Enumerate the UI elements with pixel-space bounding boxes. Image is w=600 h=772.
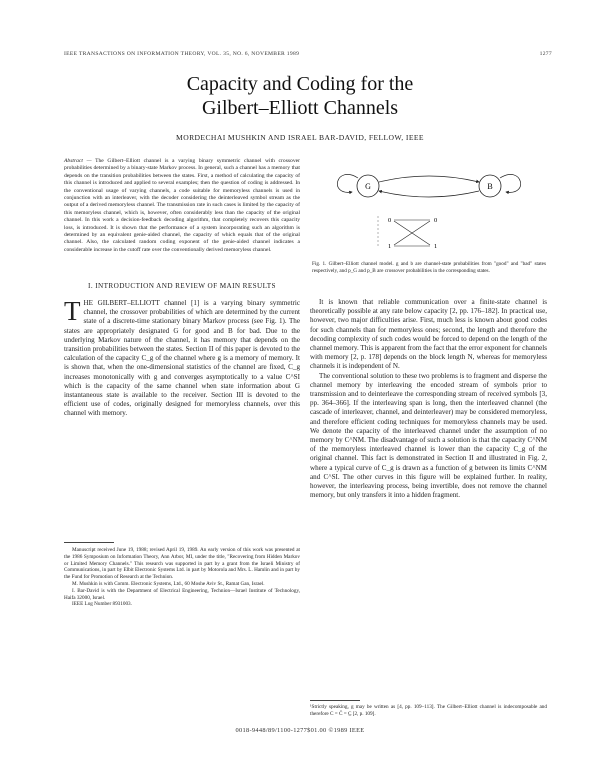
abstract-text: The Gilbert–Elliott channel is a varying binary symmetric channel with crossover probabilities determined by a binary-state Markov process. In general, such a channel has a memory that depends on the transition probabilities between the states. First, a method of calculating the capacity of this channel is introduced and applied to several examples; then the question of coding is addressed. In the conventional usage of varying channels, a code suitable for memoryless channels is used in conjunction with an interleaver, with the decoder considering the deinterleaved symbol stream as the output of a derived memoryless channel. The transmission rate in such cases is limited by the capacity of this memoryless channel, which is, however, often considerably less than the capacity of the original channel. In this work a decision-feedback decoding algorithm, that completely recovers this capacity loss, is introduced. It is shown that the performance of a system incorporating such an algorithm is determined by an equivalent genie-aided channel, the capacity of which equals that of the original channel. Also, the calculated random coding exponent of the genie-aided channel indicates a considerable increase in the cutoff rate over the conventionally derived memoryless channel. <box>64 158 300 253</box>
right-footnote: ¹Strictly speaking, g may be written as [4, pp. 109–113]. The Gilbert–Elliott channel is indecomposable and therefore C = C̄ = C̲ [2, p. 109]. <box>310 704 547 717</box>
footnote: I. Bar-David is with the Department of Electrical Engineering, Technion—Israel Institute of Technology, Haifa 32000, Israel. <box>64 587 300 601</box>
footnote: IEEE Log Number 8931003. <box>72 601 132 608</box>
title-line-1: Capacity and Coding for the <box>186 73 414 95</box>
output-0-label: 0 <box>434 217 438 224</box>
self-loop-g <box>337 174 358 192</box>
channel-model-figure <box>316 166 542 256</box>
copyright-footer: 0018-9448/89/1100-1277$01.00 ©1989 IEEE <box>235 727 365 734</box>
page-number: 1277 <box>539 51 552 57</box>
drop-cap: T <box>64 296 81 326</box>
section-heading: I. INTRODUCTION AND REVIEW OF MAIN RESULTS <box>88 282 276 290</box>
footnote-rule <box>310 700 360 701</box>
running-header <box>64 51 552 57</box>
transition-b-to-g <box>379 191 479 197</box>
right-column-text <box>310 298 547 500</box>
input-0-label: 0 <box>388 217 392 224</box>
footnote: Manuscript received June 19, 1988; revised April 19, 1989. An early version of this work was presented at the 1986 Symposium on Information Theory, Ann Arbor, MI, under the title, "Recovering from Hidden Markov or Limited Memory Channels." This research was supported in part by a grant from the Israeli Ministry of Communications, in part by Elbit Electronic Systems Ltd. in part by Motorola and Mrs. L. Hamlin and in part by the Fund for Promotion of Research at the Technion. <box>64 547 300 581</box>
state-g-label: G <box>365 182 371 191</box>
state-b-label: B <box>487 182 493 191</box>
figure-caption: Fig. 1. Gilbert–Elliott channel model. g and b are channel-state probabilities from "good" and "bad" states respectively, and p_G and p_B are crossover probabilities in the corresponding states. <box>312 261 546 274</box>
intro-paragraph <box>64 296 300 419</box>
paragraph: It is known that reliable communication over a finite-state channel is theoretically possible at any rate below capacity [2, pp. 176–182]. In practical use, however, two major difficulties arise. First, much less is known about good codes for such channels than for memoryless ones; second, the length and therefore the decoding complexity of such codes would be forced to depend on the length of the channel memory. This is apparent from the fact that the error exponent for channels with memory [2, p. 178] depends on the block length N, whereas for memoryless channels it is independent of N. <box>310 298 547 371</box>
footnotes <box>64 547 300 608</box>
abstract <box>64 158 300 254</box>
transition-g-to-b <box>379 176 479 182</box>
journal-name: IEEE TRANSACTIONS ON INFORMATION THEORY, VOL. 35, NO. 6, NOVEMBER 1989 <box>64 51 300 57</box>
input-1-label: 1 <box>388 243 392 250</box>
intro-text: HE GILBERT–ELLIOTT channel [1] is a varying binary symmetric channel, the crossover probabilities of which are determined by the current state of a discrete-time stationary binary Markov process (see Fig. 1). The states are appropriately designated G for good and B for bad. Due to the underlying Markov nature of the channel, it has memory that depends on the transition probabilities between the states. Section II of this paper is devoted to the calculation of the capacity C_g of the channel where g is a memory of memory. It is shown that, when the one-dimensional statistics of the channel are fixed, C_g increases monotonically with g and converges asymptotically to a value C^SI which is the capacity of the same channel when state information about G instantaneous state is available to the receiver. Section III is devoted to the efficient use of codes, originally designed for memoryless channels, over this channel with memory. <box>64 299 300 418</box>
paragraph: The conventional solution to these two problems is to fragment and disperse the channel memory by interleaving the encoded stream of symbols prior to transmission and to deinterleave the corresponding stream of received symbols [3, pp. 364–366]. If the interleaving span is long, then the interleaved channel (the cascade of interleaver, channel, and deinterleaver) may be considered memoryless, and therefore efficient coding techniques for memoryless channels may be used. We denote the capacity of the interleaved channel under the assumption of no memory by C^NM. The disadvantage of such a solution is that the capacity C^NM of the memoryless interleaved channel is lower than the capacity C_g of the original channel. This fact is demonstrated in Section II and illustrated in Fig. 2, where a typical curve of C_g is drawn as a function of g between its limits C^NM and C^SI. The other curves in this figure will be explained further. In reality, however, the interleaving process, being invertible, does not remove the channel memory, but only transfers it into a hidden fragment. <box>310 371 547 500</box>
abstract-label: Abstract — <box>64 158 92 164</box>
output-1-label: 1 <box>434 243 438 250</box>
footnote: M. Mushkin is with Comm. Electronic Systems, Ltd., 60 Moshe Aviv St., Ramat Gan, Israel. <box>72 580 265 587</box>
self-loop-b <box>500 174 521 192</box>
footnote-rule <box>64 542 114 543</box>
title-line-2: Gilbert–Elliott Channels <box>201 97 399 119</box>
author-line: MORDECHAI MUSHKIN AND ISRAEL BAR-DAVID, FELLOW, IEEE <box>176 133 424 142</box>
paper-title <box>0 72 600 120</box>
